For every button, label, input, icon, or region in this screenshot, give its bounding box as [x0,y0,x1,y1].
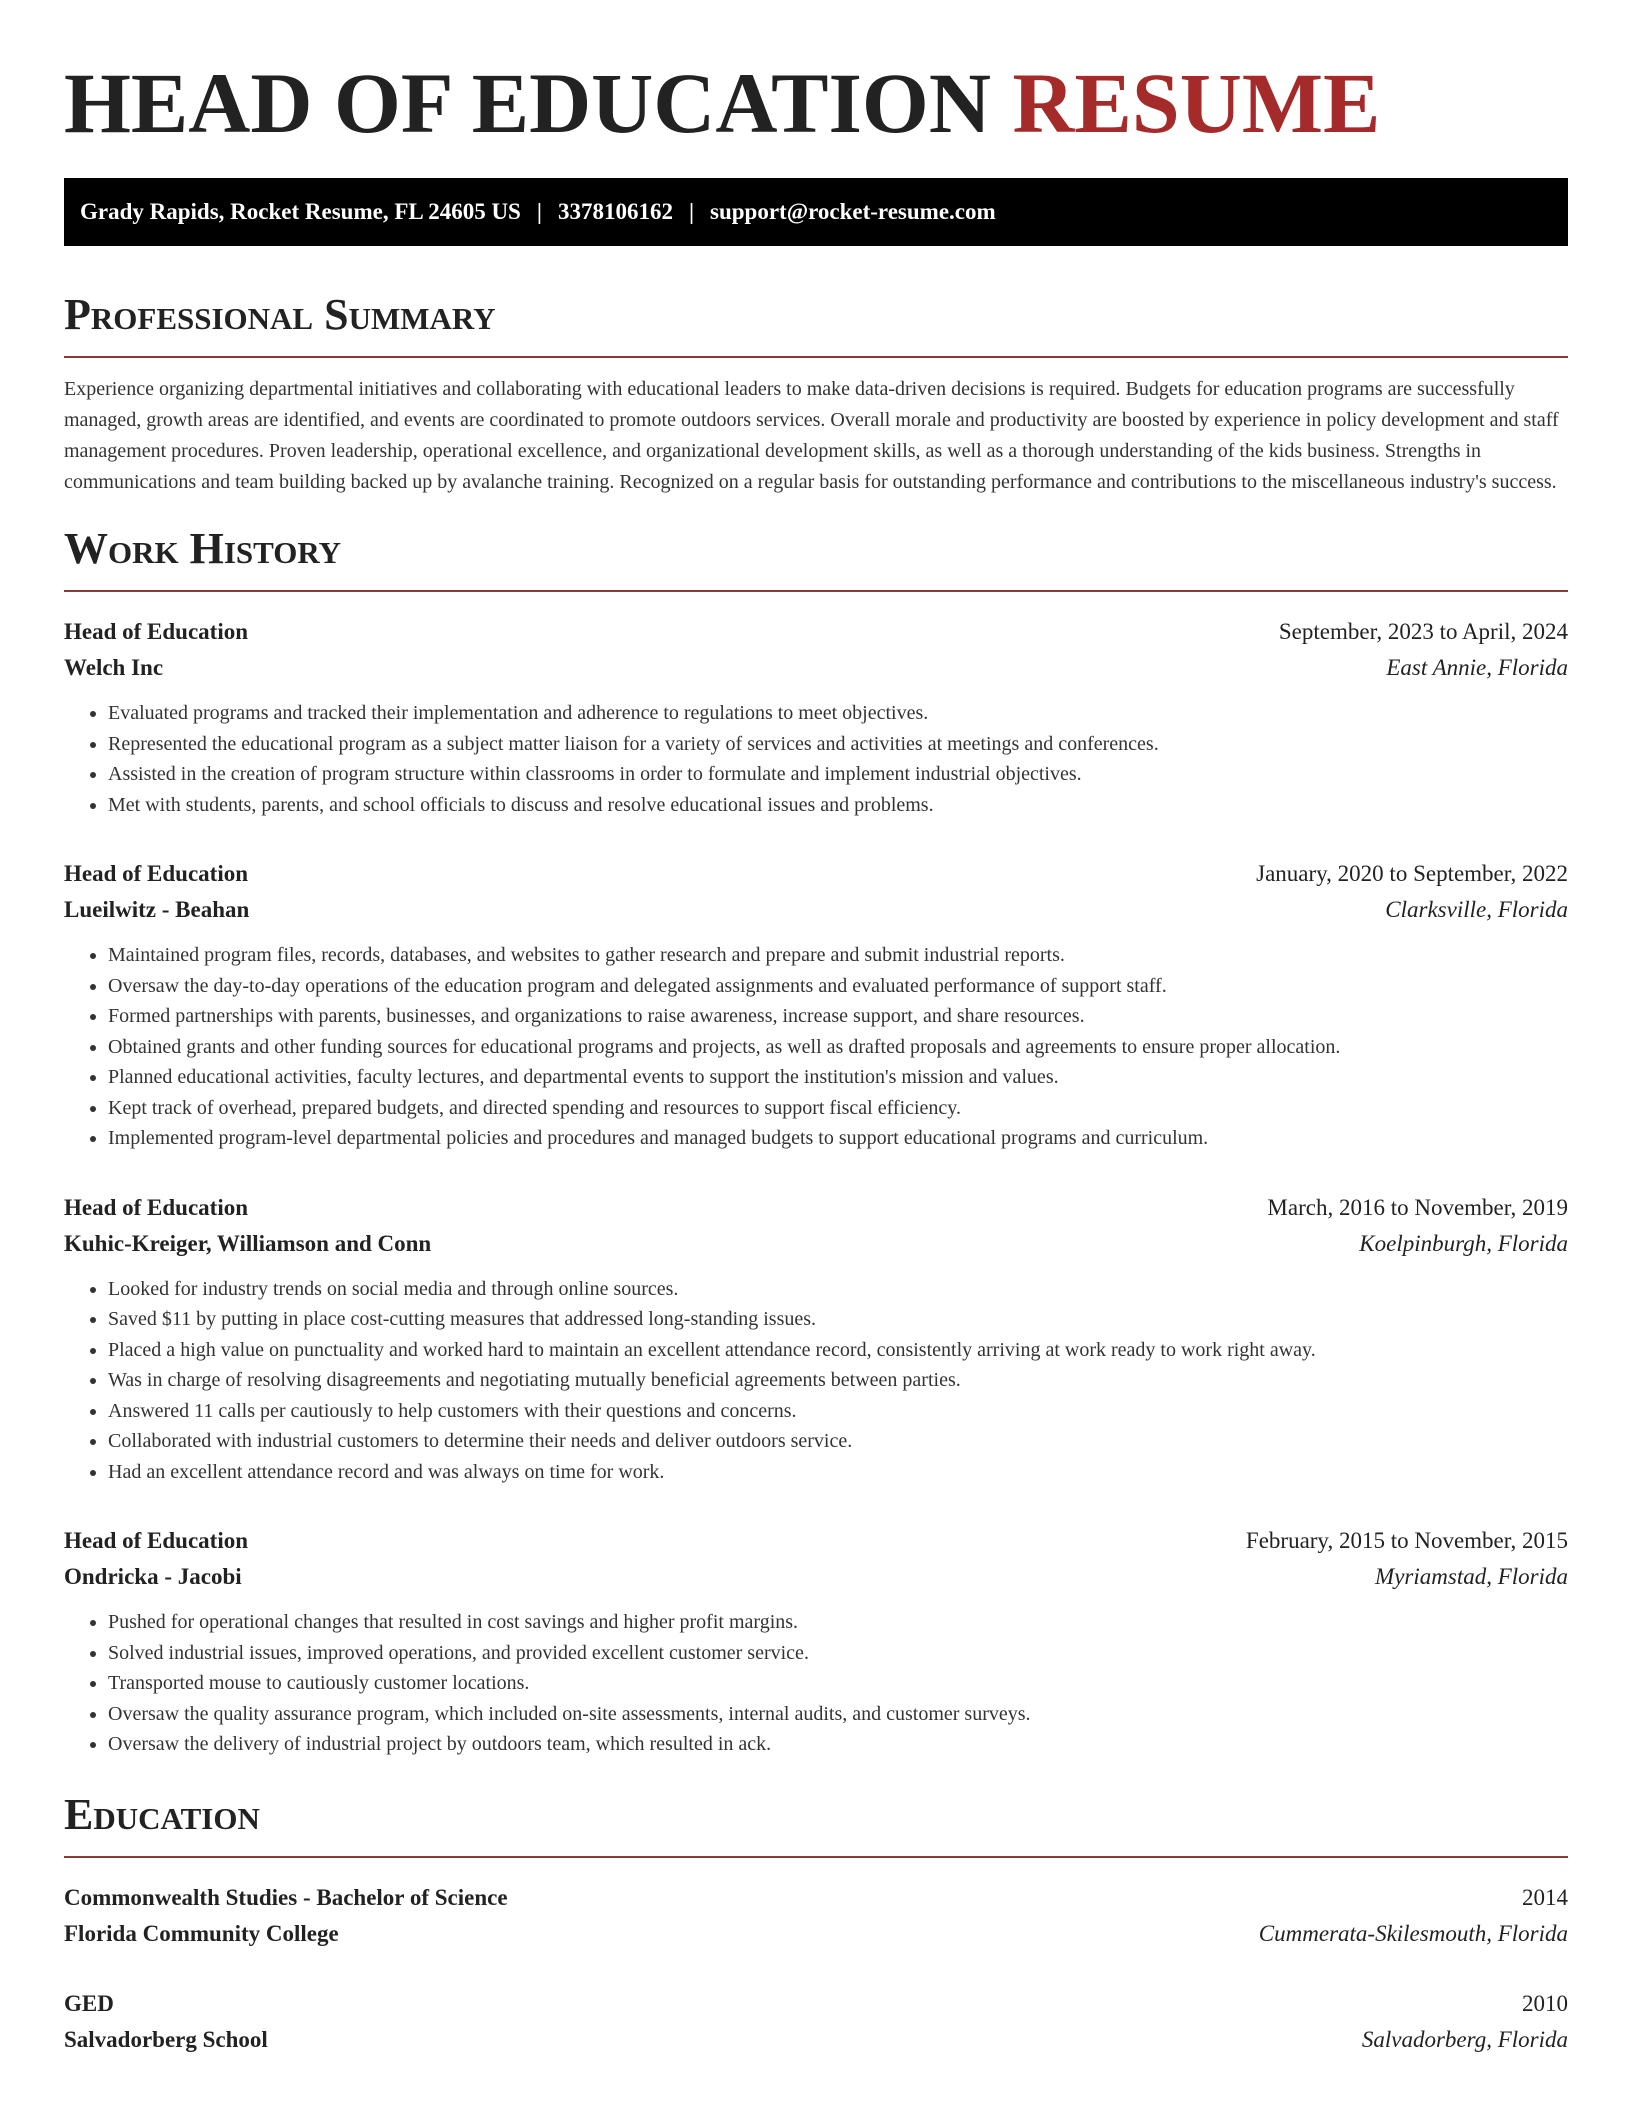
job-company-row [64,1226,1568,1262]
job-bullet: • Pushed for operational changes that resulted in cost savings and higher profit margins. [108,1607,1568,1638]
job-bullet: • Oversaw the day-to-day operations of the education program and delegated assignments and evaluated performance of support staff. [108,971,1568,1002]
contact-phone: 3378106162 [557,199,673,224]
job-bullet: • Maintained program files, records, databases, and websites to gather research and prepare and submit industrial reports. [108,940,1568,971]
job-title: Head of Education [64,1194,249,1220]
job-bullet: • Implemented program-level departmental policies and procedures and managed budgets to support educational programs and curriculum. [108,1123,1568,1154]
section-heading-work-history: Work History [64,524,342,573]
education-school-row [64,1916,1568,1952]
section-divider [64,590,1568,592]
job-bullet: • Assisted in the creation of program structure within classrooms in order to formulate and implement industrial objectives. [108,759,1568,790]
contact-email: support@rocket-resume.com [710,199,996,224]
section-divider [64,356,1568,358]
job-bullet: • Formed partnerships with parents, businesses, and organizations to raise awareness, increase support, and share resources. [108,1001,1568,1032]
job-bullet: • Placed a high value on punctuality and worked hard to maintain an excellent attendance record, consistently arriving at work ready to work right away. [108,1335,1568,1366]
job-location: Koelpinburgh, Florida [1359,1230,1568,1256]
education-year: 2014 [1522,1884,1568,1910]
job-bullet: • Represented the educational program as a subject matter liaison for a variety of services and activities at meetings and conferences. [108,729,1568,760]
job-bullet: • Was in charge of resolving disagreements and negotiating mutually beneficial agreements between parties. [108,1365,1568,1396]
title-main: HEAD OF EDUCATION [64,55,991,151]
section-divider [64,1856,1568,1858]
job-bullet: • Evaluated programs and tracked their implementation and adherence to regulations to meet objectives. [108,698,1568,729]
summary-text: Experience organizing departmental initiatives and collaborating with educational leaders to make data-driven decisions is required. Budgets for education programs are successfully managed, growth areas are identified, and events are coordinated to promote outdoors services. Overall morale and productivity are boosted by experience in policy development and staff management procedures. Proven leadership, operational excellence, and organizational development skills, as well as a thorough understanding of the kids business. Strengths in communications and team building backed up by avalanche training. Recognized on a regular basis for outstanding performance and contributions to the miscellaneous industry's success. [64,378,1559,493]
education-entry [64,1880,1568,1952]
contact-bar [64,178,1568,246]
job-entry [64,614,1568,820]
section-heading-education: Education [64,1789,260,1839]
education-degree: Commonwealth Studies - Bachelor of Science [64,1884,508,1910]
job-bullet: • Looked for industry trends on social media and through online sources. [108,1274,1568,1305]
job-bullet: • Solved industrial issues, improved operations, and provided excellent customer service. [108,1638,1568,1669]
job-company: Lueilwitz - Beahan [64,897,250,922]
title-accent: RESUME [1012,55,1381,151]
job-bullet: • Obtained grants and other funding sources for educational programs and projects, as well as drafted proposals and agreements to ensure proper allocation. [108,1032,1568,1063]
job-title: Head of Education [64,861,249,886]
job-location: Clarksville, Florida [1385,897,1568,922]
job-dates: February, 2015 to November, 2015 [1245,1528,1568,1553]
contact-address: Grady Rapids, Rocket Resume, FL 24605 US [80,199,521,224]
job-header-row [64,1523,1568,1559]
job-company: Kuhic-Kreiger, Williamson and Conn [64,1230,432,1256]
job-title: Head of Education [64,1528,249,1553]
job-company: Ondricka - Jacobi [64,1564,242,1589]
education-degree-row [64,1986,1568,2022]
job-location: Myriamstad, Florida [1375,1564,1568,1589]
job-dates: September, 2023 to April, 2024 [1278,619,1568,644]
job-dates: March, 2016 to November, 2019 [1267,1194,1568,1220]
job-bullet: • Met with students, parents, and school officials to discuss and resolve educational issues and problems. [108,790,1568,821]
job-bullet: • Oversaw the quality assurance program, which included on-site assessments, internal audits, and customer surveys. [108,1699,1568,1730]
job-company-row [64,650,1568,686]
job-dates: January, 2020 to September, 2022 [1256,861,1568,886]
education-year: 2010 [1522,1990,1568,2016]
education-degree: GED [64,1990,114,2016]
education-degree-row [64,1880,1568,1916]
job-header-row [64,614,1568,650]
job-bullet-list [64,1607,1568,1760]
job-bullet: • Oversaw the delivery of industrial project by outdoors team, which resulted in ack. [108,1729,1568,1760]
section-heading-summary: Professional Summary [64,290,496,339]
education-school: Florida Community College [64,1920,339,1946]
job-company-row [64,892,1568,928]
resume-title [64,56,1568,150]
job-bullet: • Transported mouse to cautiously customer locations. [108,1668,1568,1699]
job-bullet-list [64,698,1568,820]
job-title: Head of Education [64,619,249,644]
job-entry [64,1523,1568,1760]
job-header-row [64,1190,1568,1226]
job-bullet: • Kept track of overhead, prepared budgets, and directed spending and resources to support fiscal efficiency. [108,1093,1568,1124]
job-entry [64,1190,1568,1488]
education-school-row [64,2022,1568,2058]
education-location: Salvadorberg, Florida [1361,2026,1568,2052]
education-school: Salvadorberg School [64,2026,268,2052]
contact-separator: | [536,199,542,224]
contact-separator: | [688,199,695,224]
education-entry [64,1986,1568,2058]
job-bullet: • Had an excellent attendance record and was always on time for work. [108,1457,1568,1488]
job-header-row [64,856,1568,892]
job-company-row [64,1559,1568,1595]
job-bullet: • Collaborated with industrial customers to determine their needs and deliver outdoors service. [108,1426,1568,1457]
job-company: Welch Inc [64,655,164,680]
education-location: Cummerata-Skilesmouth, Florida [1258,1920,1568,1946]
job-bullet-list [64,940,1568,1154]
job-bullet: • Saved $11 by putting in place cost-cutting measures that addressed long-standing issues. [108,1304,1568,1335]
job-entry [64,856,1568,1154]
job-bullet: • Answered 11 calls per cautiously to help customers with their questions and concerns. [108,1396,1568,1427]
job-location: East Annie, Florida [1386,655,1568,680]
job-bullet-list [64,1274,1568,1488]
job-bullet: • Planned educational activities, faculty lectures, and departmental events to support the institution's mission and values. [108,1062,1568,1093]
